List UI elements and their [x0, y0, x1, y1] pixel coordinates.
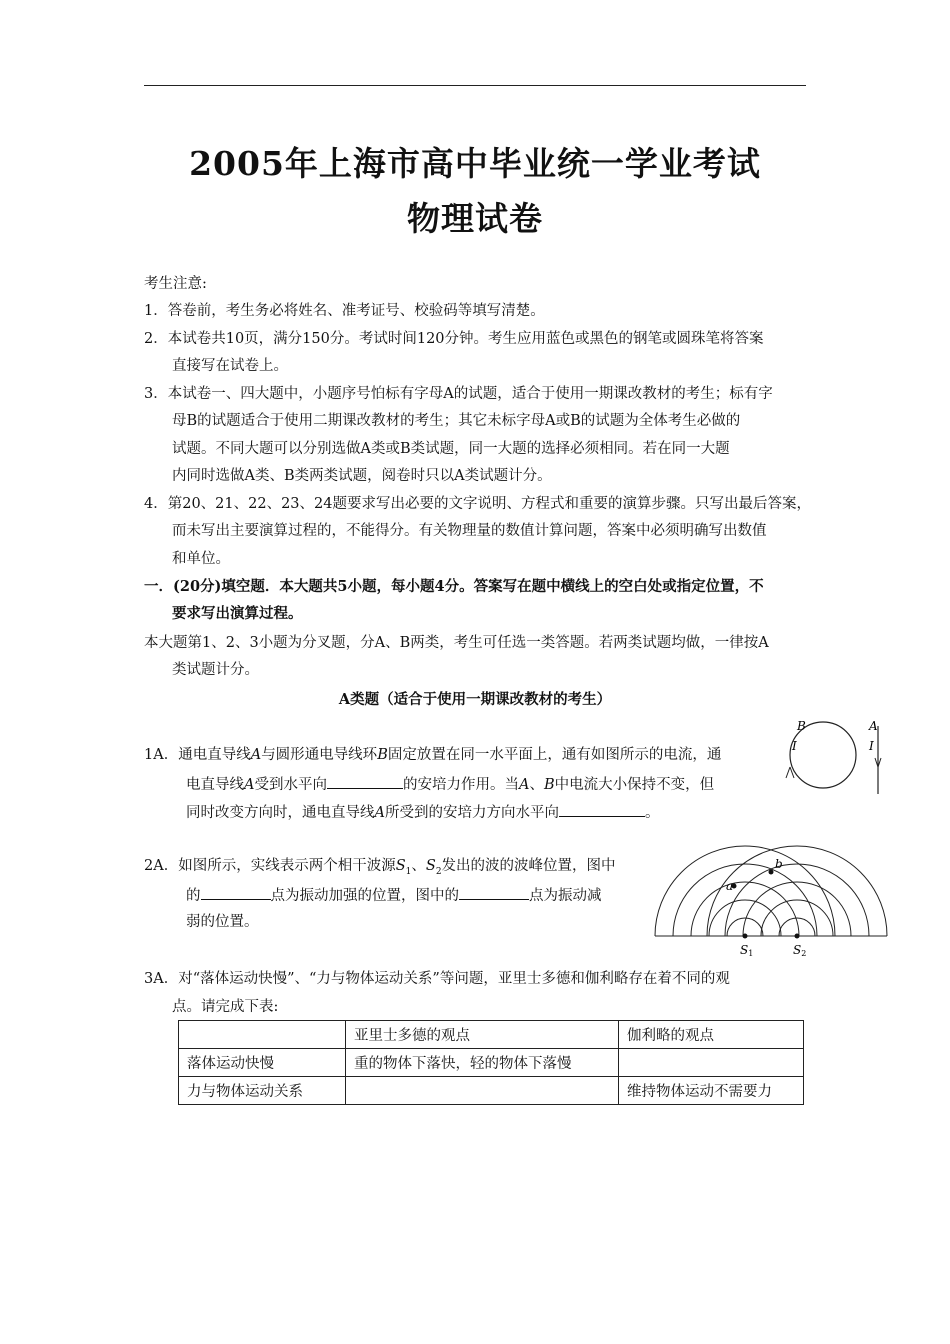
q2a-text: 点为振动减 — [529, 888, 602, 904]
source-s1 — [743, 934, 748, 939]
notice-3-line-3: 试题。不同大题可以分别选做A类或B类试题，同一大题的选择必须相同。若在同一大题 — [172, 441, 730, 457]
section1-intro-line-1: 本大题第1、2、3小题为分叉题，分A、B两类，考生可任选一类答题。若两类试题均做，一律按A — [144, 635, 769, 651]
section1-heading-line-2: 要求写出演算过程。 — [172, 605, 303, 622]
notice-3-line-1: 3．本试卷一、四大题中，小题序号怕标有字母A的试题，适合于使用一期课改教材的考生；标有字 — [144, 386, 773, 402]
q2a-answer-blank-1[interactable] — [201, 885, 271, 900]
exam-subtitle: 物理试卷 — [407, 199, 543, 238]
q1a-text: 。 — [644, 805, 660, 821]
q2a-text: 发出的波的波峰位置，图中 — [441, 858, 616, 874]
s2-label: S2 — [793, 943, 807, 958]
q2a-line-1 — [144, 857, 616, 881]
notice-4-line-2: 而未写出主要演算过程的，不能得分。有关物理量的数值计算问题，答案中必须明确写出数值 — [172, 523, 767, 539]
q2a-var: S — [425, 858, 436, 874]
table-header-cell — [179, 1021, 346, 1049]
notice-3-line-4: 内同时选做A类、B类两类试题，阅卷时只以A类试题计分。 — [172, 468, 552, 484]
point-a-label: a — [726, 879, 734, 893]
table-header-row — [179, 1021, 804, 1049]
q1a-text: 同时改变方向时，通电直导线 — [186, 805, 375, 821]
notice-4-line-3: 和单位。 — [172, 551, 230, 567]
table-row — [179, 1049, 804, 1077]
q1a-text: 1A．通电直导线 — [144, 747, 251, 763]
q2a-text: 点为振动加强的位置，图中的 — [270, 888, 459, 904]
wire-label: A — [869, 719, 878, 733]
q1a-text: 与圆形通电导线环 — [261, 747, 378, 763]
point-b — [769, 870, 774, 875]
table-cell: 重的物体下落快，轻的物体下落慢 — [346, 1049, 619, 1077]
point-b-label: b — [775, 857, 783, 871]
q1a-var: A — [244, 777, 255, 793]
table-header-cell: 伽利略的观点 — [619, 1021, 804, 1049]
q1a-text: 、 — [529, 777, 544, 793]
ring-current-label: I — [792, 739, 797, 753]
table-cell: 落体运动快慢 — [179, 1049, 346, 1077]
q3a-line-2: 点。请完成下表: — [172, 999, 279, 1015]
table-header-cell: 亚里士多德的观点 — [346, 1021, 619, 1049]
q1a-answer-blank-1[interactable] — [327, 774, 403, 789]
notice-2-line-1: 2．本试卷共10页，满分150分。考试时间120分钟。考生应用蓝色或黑色的钢笔或圆珠笔将答案 — [144, 331, 764, 347]
notice-heading: 考生注意: — [144, 276, 207, 292]
q2a-text: 2A．如图所示，实线表示两个相干波源 — [144, 858, 396, 874]
q2a-text: 的 — [186, 888, 201, 904]
q1a-line-1 — [144, 746, 721, 764]
q1a-var: A — [518, 777, 530, 793]
q1a-text: 固定放置在同一水平面上，通有如图所示的电流，通 — [387, 747, 722, 763]
table-answer-cell[interactable] — [346, 1077, 619, 1105]
top-rule — [144, 85, 806, 86]
notice-4-line-1: 4．第20、21、22、23、24题要求写出必要的文字说明、方程式和重要的演算步骤。只写出最后答案， — [144, 496, 811, 512]
section1-intro-line-2: 类试题计分。 — [172, 662, 259, 678]
s1-label: S1 — [740, 943, 754, 958]
q1a-var: B — [377, 747, 388, 763]
q2a-sub: 1 — [405, 866, 412, 877]
group-a-title: A类题（适合于使用一期课改教材的考生） — [338, 691, 612, 708]
q1a-answer-blank-2[interactable] — [559, 802, 645, 817]
section1-heading-line-1: 一．(20分)填空题．本大题共5小题，每小题4分。答案写在题中横线上的空白处或指定位置，不 — [144, 578, 764, 595]
q1a-var: A — [374, 805, 385, 821]
table-row — [179, 1077, 804, 1105]
q1a-text: 电直导线 — [186, 777, 244, 793]
q3a-line-1: 3A．对“落体运动快慢”、“力与物体运动关系”等问题，亚里士多德和伽利略存在着不同的观 — [144, 971, 730, 987]
q1a-text: 的安培力作用。当 — [402, 777, 519, 793]
q2a-sub: 2 — [435, 866, 442, 877]
comparison-table — [178, 1020, 804, 1105]
q2a-wave-figure — [655, 848, 890, 958]
q1a-var: B — [543, 777, 555, 793]
notice-1-line-1: 1．答卷前，考生务必将姓名、准考证号、校验码等填写清楚。 — [144, 303, 545, 319]
q1a-line-2 — [186, 774, 714, 794]
q1a-var: A — [250, 747, 262, 763]
q1a-figure — [785, 712, 885, 796]
notice-3-line-2: 母B的试题适合于使用二期课改教材的考生；其它未标字母A或B的试题为全体考生必做的 — [172, 413, 741, 429]
exam-title: 2005年上海市高中毕业统一学业考试 — [189, 144, 761, 183]
table-answer-cell[interactable] — [619, 1049, 804, 1077]
ring-label: B — [797, 719, 806, 733]
q1a-line-3 — [186, 802, 659, 822]
q2a-line-3: 弱的位置。 — [186, 914, 259, 930]
q2a-var: S — [395, 858, 406, 874]
q1a-text: 所受到的安培力方向水平向 — [384, 805, 559, 821]
notice-2-line-2: 直接写在试卷上。 — [172, 358, 288, 374]
source-s2 — [795, 934, 800, 939]
q1a-text: 中电流大小保持不变，但 — [554, 777, 715, 793]
q2a-text: 、 — [411, 858, 426, 874]
table-cell: 力与物体运动关系 — [179, 1077, 346, 1105]
wire-current-label: I — [869, 739, 874, 753]
q2a-line-2 — [186, 885, 602, 905]
table-cell: 维持物体运动不需要力 — [619, 1077, 804, 1105]
q1a-text: 受到水平向 — [254, 777, 327, 793]
q2a-answer-blank-2[interactable] — [459, 885, 529, 900]
